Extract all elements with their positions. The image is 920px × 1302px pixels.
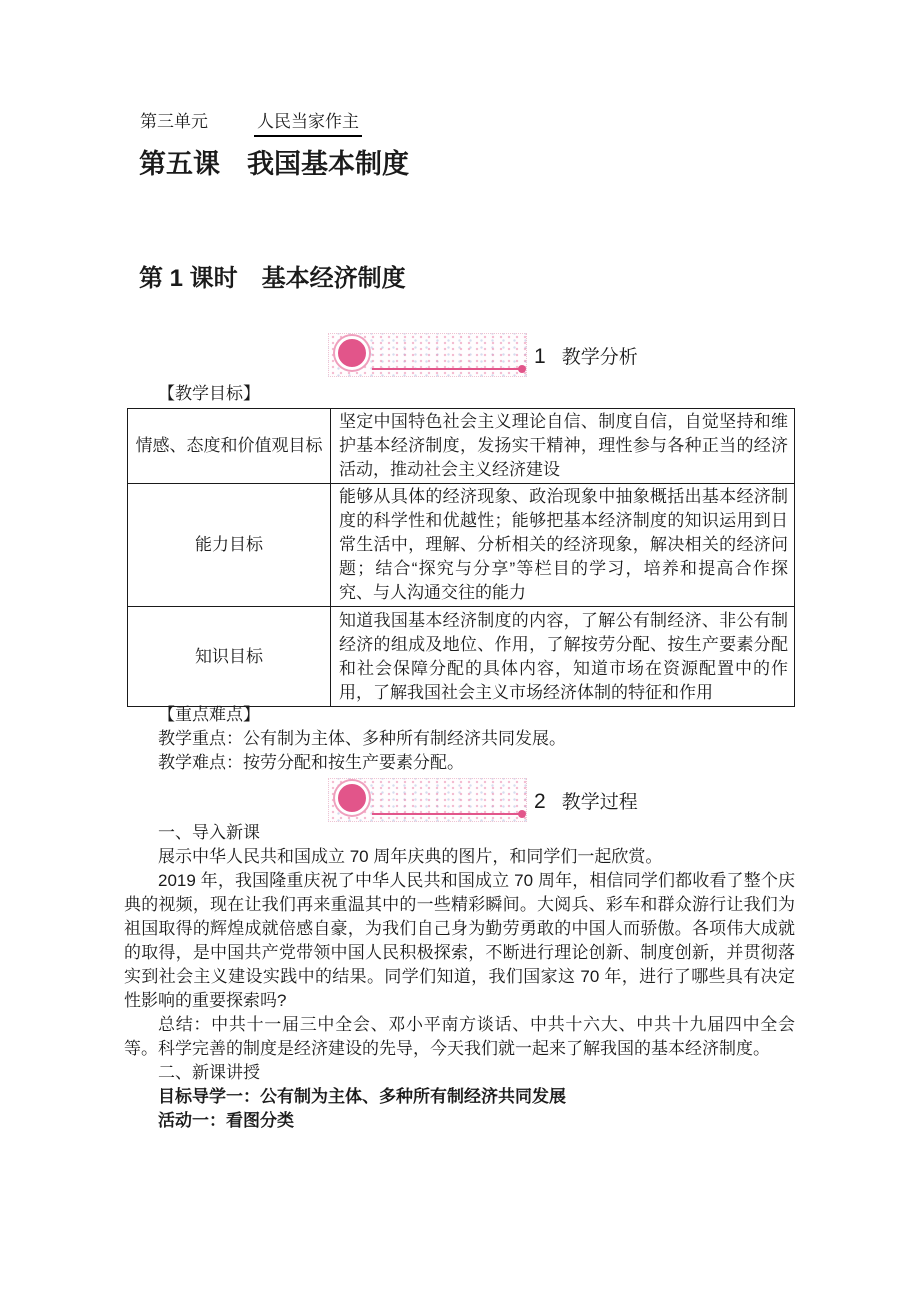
unit-line — [140, 110, 362, 137]
row-label-cell: 能力目标 — [128, 484, 331, 607]
badge-line — [372, 813, 520, 815]
badge-line — [372, 368, 520, 370]
section-number: 2 — [534, 790, 546, 813]
guide-heading: 目标导学一：公有制为主体、多种所有制经济共同发展 — [158, 1087, 566, 1106]
goals-table — [127, 408, 795, 707]
section-title: 教学过程 — [561, 792, 638, 813]
table-row — [128, 607, 795, 707]
section-badge-1 — [328, 333, 688, 381]
newlesson-heading: 二、新课讲授 — [158, 1063, 260, 1082]
intro-heading: 一、导入新课 — [158, 823, 260, 842]
section-badge-2 — [328, 778, 688, 826]
row-label-cell: 知识目标 — [128, 607, 331, 707]
keypoints-block — [124, 703, 794, 775]
teaching-difficulty: 教学难点：按劳分配和按生产要素分配。 — [158, 753, 464, 772]
section-marker-circle-icon — [335, 336, 369, 370]
goals-heading: 【教学目标】 — [158, 384, 260, 403]
section-number: 1 — [534, 345, 546, 368]
badge-label — [534, 344, 638, 371]
intro-para-1: 展示中华人民共和国成立 70 周年庆典的图片，和同学们一起欣赏。 — [158, 847, 663, 866]
activity-heading: 活动一：看图分类 — [158, 1111, 294, 1130]
badge-label — [534, 789, 638, 816]
summary-para: 总结：中共十一届三中全会、邓小平南方谈话、中共十六大、中共十九届四中全会等。科学完善的制度是经济建设的先导，今天我们就一起来了解我国的基本经济制度。 — [124, 1015, 795, 1058]
badge-dot-icon — [518, 365, 526, 373]
teaching-focus: 教学重点：公有制为主体、多种所有制经济共同发展。 — [158, 729, 566, 748]
row-content-cell: 知道我国基本经济制度的内容，了解公有制经济、非公有制经济的组成及地位、作用，了解按劳分配、按生产要素分配和社会保障分配的具体内容，知道市场在资源配置中的作用，了解我国社会主义市场经济体制的特征和作用 — [331, 607, 795, 707]
intro-para-2: 2019 年，我国隆重庆祝了中华人民共和国成立 70 周年，相信同学们都收看了整个庆典的视频，现在让我们再来重温其中的一些精彩瞬间。大阅兵、彩车和群众游行让我们为祖国取得的辉煌成就倍感自豪，为我们自己身为勤劳勇敢的中国人而骄傲。各项伟大成就的取得，是中国共产党带领中国人民积极探索，不断进行理论创新、制度创新，并贯彻落实到社会主义建设实践中的结果。同学们知道，我们国家这 70 年，进行了哪些具有决定性影响的重要探索吗? — [124, 871, 795, 1010]
row-content-cell: 坚定中国特色社会主义理论自信、制度自信，自觉坚持和维护基本经济制度，发扬实干精神，理性参与各种正当的经济活动，推动社会主义经济建设 — [331, 409, 795, 484]
keypoints-heading: 【重点难点】 — [158, 705, 260, 724]
unit-title: 人民当家作主 — [254, 110, 362, 137]
badge-dot-icon — [518, 810, 526, 818]
section-marker-circle-icon — [335, 781, 369, 815]
unit-label: 第三单元 — [140, 112, 208, 131]
section-title: 教学分析 — [561, 347, 638, 368]
row-label-cell: 情感、态度和价值观目标 — [128, 409, 331, 484]
table-row — [128, 484, 795, 607]
process-block — [124, 821, 795, 1133]
table-row — [128, 409, 795, 484]
row-content-cell: 能够从具体的经济现象、政治现象中抽象概括出基本经济制度的科学性和优越性；能够把基本经济制度的知识运用到日常生活中，理解、分析相关的经济现象，解决相关的经济问题；结合“探究与分享”等栏目的学习，培养和提高合作探究、与人沟通交往的能力 — [331, 484, 795, 607]
period-title: 第 1 课时 基本经济制度 — [139, 265, 406, 292]
lesson-title: 第五课 我国基本制度 — [139, 149, 409, 179]
